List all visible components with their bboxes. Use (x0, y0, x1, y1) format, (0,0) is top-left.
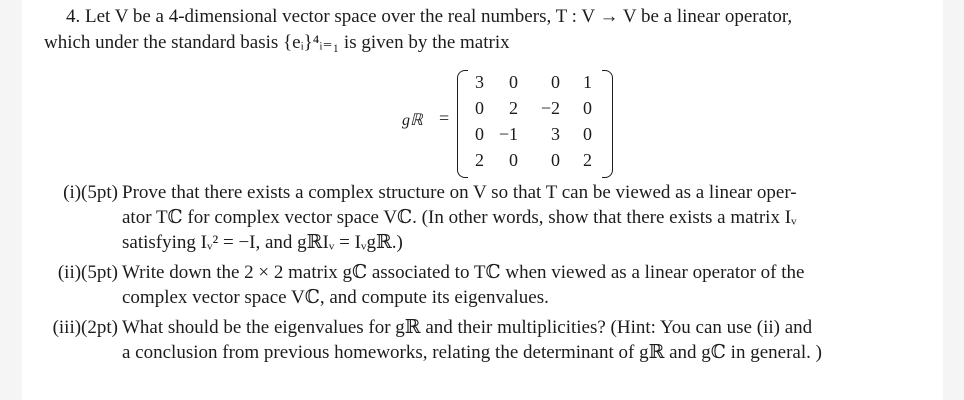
problem-intro-line-1: 4. Let V be a 4-dimensional vector space over the real numbers, T : V → V be a linear operator, (66, 6, 793, 27)
part-label-ii: (ii)(5pt) (57, 262, 118, 283)
problem-intro-line-2: which under the standard basis {eᵢ}⁴ᵢ₌₁ is given by the matrix (44, 32, 510, 53)
part-label-i: (i)(5pt) (63, 182, 118, 203)
matrix-cell: 1 (583, 72, 592, 92)
matrix-cell: 3 (475, 72, 484, 92)
part-iii-line-1: What should be the eigenvalues for gℝ and their multiplicities? (Hint: You can use (ii) and (122, 317, 813, 338)
part-i-line-1: Prove that there exists a complex structure on V so that T can be viewed as a linear oper- (122, 182, 797, 203)
matrix-cell: 0 (475, 98, 484, 118)
matrix-row (460, 72, 610, 96)
matrix-g-r (402, 68, 632, 180)
matrix-cell: 3 (551, 124, 560, 144)
matrix-cell: 0 (583, 98, 592, 118)
matrix-cell: 0 (475, 124, 484, 144)
part-i-line-3: satisfying Iᵥ² = −I, and gℝIᵥ = Iᵥgℝ.) (122, 232, 403, 253)
part-iii-line-2: a conclusion from previous homeworks, relating the determinant of gℝ and gℂ in general. ) (122, 342, 822, 363)
problem-page (22, 0, 943, 400)
matrix-row (460, 124, 610, 148)
matrix-row (460, 98, 610, 122)
part-ii-line-2: complex vector space Vℂ, and compute its eigenvalues. (122, 287, 549, 308)
matrix-cell: 0 (509, 72, 518, 92)
matrix-cell: 2 (475, 150, 484, 170)
part-i-line-2: ator Tℂ for complex vector space Vℂ. (In other words, show that there exists a matrix Iᵥ (122, 207, 797, 228)
matrix-label: gℝ (402, 112, 423, 129)
matrix-row (460, 150, 610, 174)
matrix-cell: −2 (540, 98, 560, 118)
part-label-iii: (iii)(2pt) (52, 317, 118, 338)
matrix-equals: = (439, 108, 450, 128)
matrix-cell: 0 (583, 124, 592, 144)
part-ii-line-1: Write down the 2 × 2 matrix gℂ associated to Tℂ when viewed as a linear operator of the (122, 262, 805, 283)
matrix-cell: 2 (509, 98, 518, 118)
matrix-cell: 0 (551, 72, 560, 92)
matrix-cell: 0 (551, 150, 560, 170)
matrix-cell: −1 (498, 124, 518, 144)
matrix-cell: 0 (509, 150, 518, 170)
matrix-cell: 2 (583, 150, 592, 170)
